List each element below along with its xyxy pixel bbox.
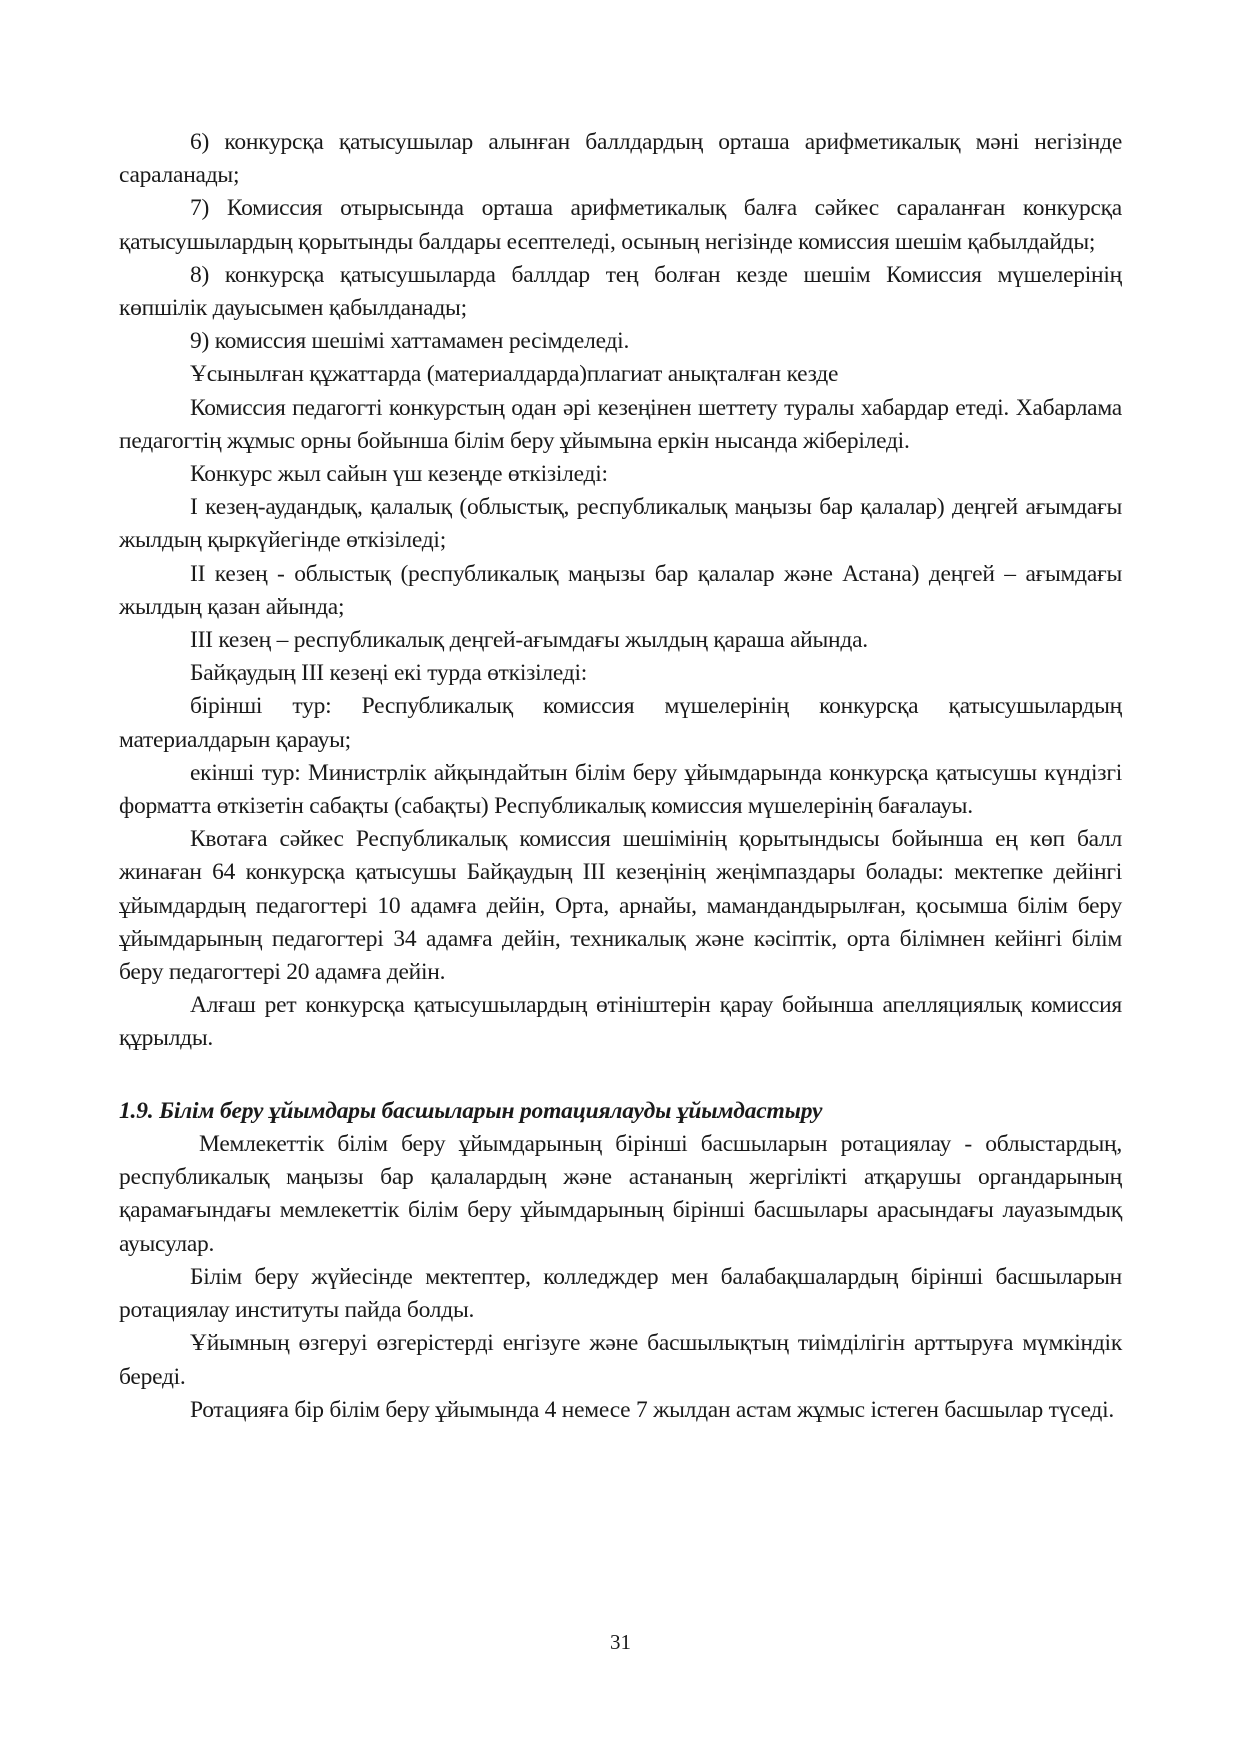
- paragraph-item-8: 8) конкурсқа қатысушыларда баллдар тең болған кезде шешім Комиссия мүшелерінің көпшілік дауысымен қабылданады;: [119, 261, 1122, 322]
- document-page: [119, 126, 1122, 1427]
- paragraph-appeal-commission: Алғаш рет конкурсқа қатысушылардың өтініштерін қарау бойынша апелляциялық комиссия құрылды.: [119, 992, 1122, 1052]
- paragraph-round-1: бірінші тур: Республикалық комиссия мүшелерінің конкурсқа қатысушылардың материалдарын қарауы;: [119, 693, 1122, 753]
- paragraph-stage-1: І кезең-аудандық, қалалық (облыстық, республикалық маңызы бар қалалар) деңгей ағымдағы жылдың қыркүйегінде өткізіледі;: [119, 494, 1122, 554]
- paragraph-commission-notice: Комиссия педагогті конкурстың одан әрі кезеңінен шеттету туралы хабардар етеді. Хабарлама педагогтің жұмыс орны бойынша білім беру ұйымына еркін нысанда жіберіледі.: [119, 394, 1122, 454]
- paragraph-item-9: 9) комиссия шешімі хаттамамен ресімделеді.: [190, 328, 630, 355]
- paragraph-rounds-intro: Байқаудың ІІІ кезеңі екі турда өткізіледі:: [190, 660, 588, 687]
- paragraph-stage-3: ІІІ кезең – республикалық деңгей-ағымдағы жылдың қараша айында.: [190, 627, 868, 654]
- paragraph-rotation-eligibility: Ротацияға бір білім беру ұйымында 4 немесе 7 жылдан астам жұмыс істеген басшылар түседі.: [190, 1396, 1115, 1423]
- paragraph-rotation-benefit: Ұйымның өзгеруі өзгерістерді енгізуге және басшылықтың тиімділігін арттыруға мүмкіндік береді.: [119, 1330, 1122, 1390]
- section-heading: 1.9. Білім беру ұйымдары басшыларын ротациялауды ұйымдастыру: [119, 1097, 823, 1124]
- paragraph-quota: Квотаға сәйкес Республикалық комиссия шешімінің қорытындысы бойынша ең көп балл жинаған 64 конкурсқа қатысушы Байқаудың ІІІ кезеңінің жеңімпаздары болады: мектепке дейінгі ұйымдардың педагогтері 10 адамға дейін, Орта, арнайы, мамандандырылған, қосымша білім беру ұйымдарының педагогтері 34 адамға дейін, техникалық және кәсіптік, орта білімнен кейінгі білім беру педагогтері 20 адамға дейін.: [119, 826, 1122, 986]
- paragraph-stages-intro: Конкурс жыл сайын үш кезеңде өткізіледі:: [190, 461, 608, 488]
- paragraph-round-2: екінші тур: Министрлік айқындайтын білім беру ұйымдарында конкурсқа қатысушы күндізгі форматта өткізетін сабақты (сабақты) Республикалық комиссия мүшелерінің бағалауы.: [119, 759, 1122, 820]
- page-number: 31: [610, 1630, 631, 1654]
- paragraph-rotation-definition: Мемлекеттік білім беру ұйымдарының бірінші басшыларын ротациялау - облыстардың, республикалық маңызы бар қалалардың және астананың жергілікті атқарушы органдарының қарамағындағы мемлекеттік білім беру ұйымдарының бірінші басшылары арасындағы лауазымдық ауысулар.: [119, 1131, 1122, 1257]
- paragraph-stage-2: ІІ кезең - облыстық (республикалық маңызы бар қалалар және Астана) деңгей – ағымдағы жылдың қазан айында;: [119, 560, 1122, 620]
- paragraph-item-6: 6) конкурсқа қатысушылар алынған баллдардың орташа арифметикалық мәні негізінде сараланады;: [119, 129, 1122, 189]
- paragraph-item-7: 7) Комиссия отырысында орташа арифметикалық балға сәйкес сараланған конкурсқа қатысушылардың қорытынды балдары есептеледі, осының негізінде комиссия шешім қабылдайды;: [119, 195, 1122, 255]
- paragraph-rotation-institute: Білім беру жүйесінде мектептер, колледждер мен балабақшалардың бірінші басшыларын ротациялау институты пайда болды.: [119, 1263, 1122, 1324]
- paragraph-plagiarism: Ұсынылған құжаттарда (материалдарда)плагиат анықталған кезде: [190, 361, 839, 388]
- blank-line: [119, 1056, 1122, 1089]
